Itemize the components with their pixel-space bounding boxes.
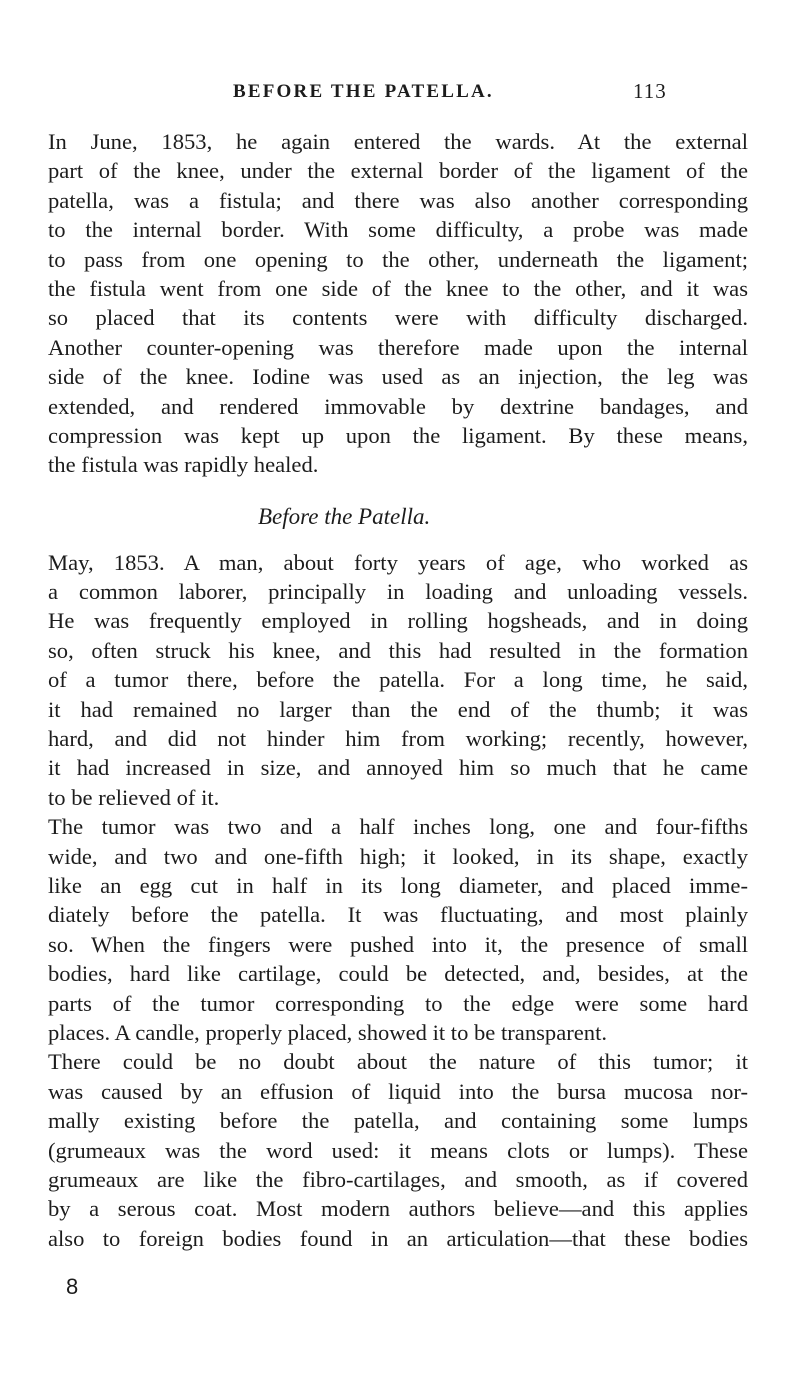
text-line: wide, and two and one-fifth high; it looked, in its shape, exactly: [48, 843, 748, 869]
text-line: In June, 1853, he again entered the wards. At the external: [48, 129, 748, 154]
text-line: hard, and did not hinder him from working; recently, however,: [48, 726, 748, 752]
text-line: side of the knee. Iodine was used as an injection, the leg was: [48, 364, 748, 390]
text-line: the fistula went from one side of the knee to the other, and it was: [48, 275, 748, 301]
text-line: extended, and rendered immovable by dextrine bandages, and: [48, 393, 748, 419]
text-line: also to foreign bodies found in an articulation—that these bodies: [48, 1225, 748, 1251]
text-line: like an egg cut in half in its long diameter, and placed imme-: [48, 872, 748, 898]
text-line: mally existing before the patella, and containing some lumps: [48, 1108, 748, 1134]
signature-mark: 8: [66, 1274, 79, 1299]
text-line: it had increased in size, and annoyed him so much that he came: [48, 755, 748, 781]
text-line: was caused by an effusion of liquid into the bursa mucosa nor-: [48, 1078, 748, 1104]
text-line: (grumeaux was the word used: it means clots or lumps). These: [48, 1137, 748, 1163]
paragraph-3: [48, 812, 748, 1047]
paragraph-2: [48, 548, 748, 813]
text-line: May, 1853. A man, about forty years of age, who worked as: [48, 549, 748, 575]
text-line: the fistula was rapidly healed.: [48, 452, 319, 478]
page-number: 113: [633, 79, 667, 103]
text-line: bodies, hard like cartilage, could be detected, and, besides, at the: [48, 961, 748, 987]
paragraph-4: [48, 1047, 748, 1253]
paragraph-1: [48, 127, 748, 480]
body-text: [48, 127, 748, 1253]
text-line: grumeaux are like the fibro-cartilages, and smooth, as if covered: [48, 1166, 748, 1192]
text-line: a common laborer, principally in loading and unloading vessels.: [48, 579, 748, 605]
text-line: patella, was a fistula; and there was also another corresponding: [48, 187, 748, 213]
text-line: to pass from one opening to the other, underneath the ligament;: [48, 246, 748, 272]
text-line: of a tumor there, before the patella. For a long time, he said,: [48, 667, 748, 693]
text-line: diately before the patella. It was fluctuating, and most plainly: [48, 902, 748, 928]
text-line: Another counter-opening was therefore made upon the internal: [48, 334, 748, 360]
text-line: it had remained no larger than the end of the thumb; it was: [48, 696, 748, 722]
text-line: part of the knee, under the external border of the ligament of the: [48, 158, 748, 184]
text-line: He was frequently employed in rolling hogsheads, and in doing: [48, 608, 748, 634]
running-head: BEFORE THE PATELLA.: [233, 81, 494, 102]
text-line: so placed that its contents were with difficulty discharged.: [48, 305, 748, 331]
text-line: to the internal border. With some difficulty, a probe was made: [48, 217, 748, 243]
text-line: The tumor was two and a half inches long, one and four-fifths: [48, 814, 748, 840]
text-line: by a serous coat. Most modern authors believe—and this applies: [48, 1196, 748, 1222]
text-line: parts of the tumor corresponding to the edge were some hard: [48, 990, 748, 1016]
text-line: There could be no doubt about the nature of this tumor; it: [48, 1049, 748, 1075]
text-line: so, often struck his knee, and this had resulted in the formation: [48, 637, 748, 663]
text-line: compression was kept up upon the ligament. By these means,: [48, 422, 748, 448]
text-line: places. A candle, properly placed, showed it to be transparent.: [48, 1019, 608, 1045]
section-heading: Before the Patella.: [258, 503, 431, 529]
text-line: to be relieved of it.: [48, 784, 220, 810]
text-line: so. When the fingers were pushed into it, the presence of small: [48, 931, 748, 957]
